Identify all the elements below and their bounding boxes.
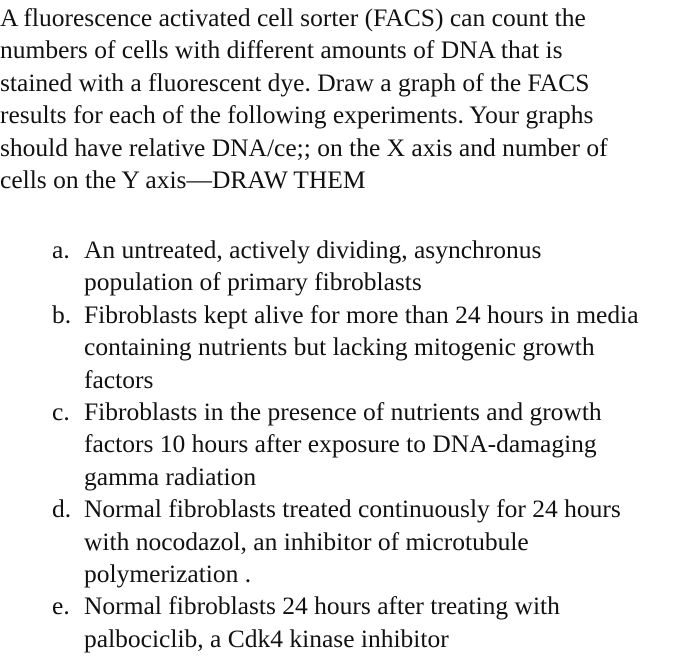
list-marker: a. — [52, 235, 70, 264]
list-item-line: factors 10 hours after exposure to DNA-damaging — [84, 429, 597, 459]
list-item-line: palbociclib, a Cdk4 kinase inhibitor — [84, 623, 449, 653]
intro-line: numbers of cells with different amounts of DNA that is — [0, 35, 563, 65]
list-item-line: containing nutrients but lacking mitogenic growth — [84, 332, 595, 362]
list-item-line: gamma radiation — [84, 461, 257, 491]
intro-line: cells on the Y axis—DRAW THEM — [0, 165, 366, 194]
list-marker: e. — [52, 591, 70, 621]
intro-line: A fluorescence activated cell sorter (FACS) can count the — [0, 3, 586, 32]
list-item-line: population of primary fibroblasts — [84, 267, 422, 297]
list-item-line: An untreated, actively dividing, asynchronus — [84, 235, 542, 264]
intro-line: results for each of the following experiments. Your graphs — [0, 100, 594, 130]
list-item-line: Fibroblasts kept alive for more than 24 hours in media — [84, 299, 639, 329]
list-item-line: Normal fibroblasts 24 hours after treating with — [84, 591, 560, 621]
list-item-line: Normal fibroblasts treated continuously for 24 hours — [84, 494, 621, 524]
list-item-line: polymerization . — [84, 559, 252, 588]
intro-line: should have relative DNA/ce;; on the X axis and number of — [0, 132, 608, 162]
list-item-line: Fibroblasts in the presence of nutrients and growth — [84, 397, 602, 426]
intro-line: stained with a fluorescent dye. Draw a graph of the FACS — [0, 67, 590, 97]
list-item-line: with nocodazol, an inhibitor of microtubule — [84, 526, 529, 556]
list-marker: d. — [52, 494, 72, 524]
list-item-line: factors — [84, 364, 154, 394]
list-marker: b. — [52, 299, 72, 329]
list-marker: c. — [52, 397, 70, 426]
